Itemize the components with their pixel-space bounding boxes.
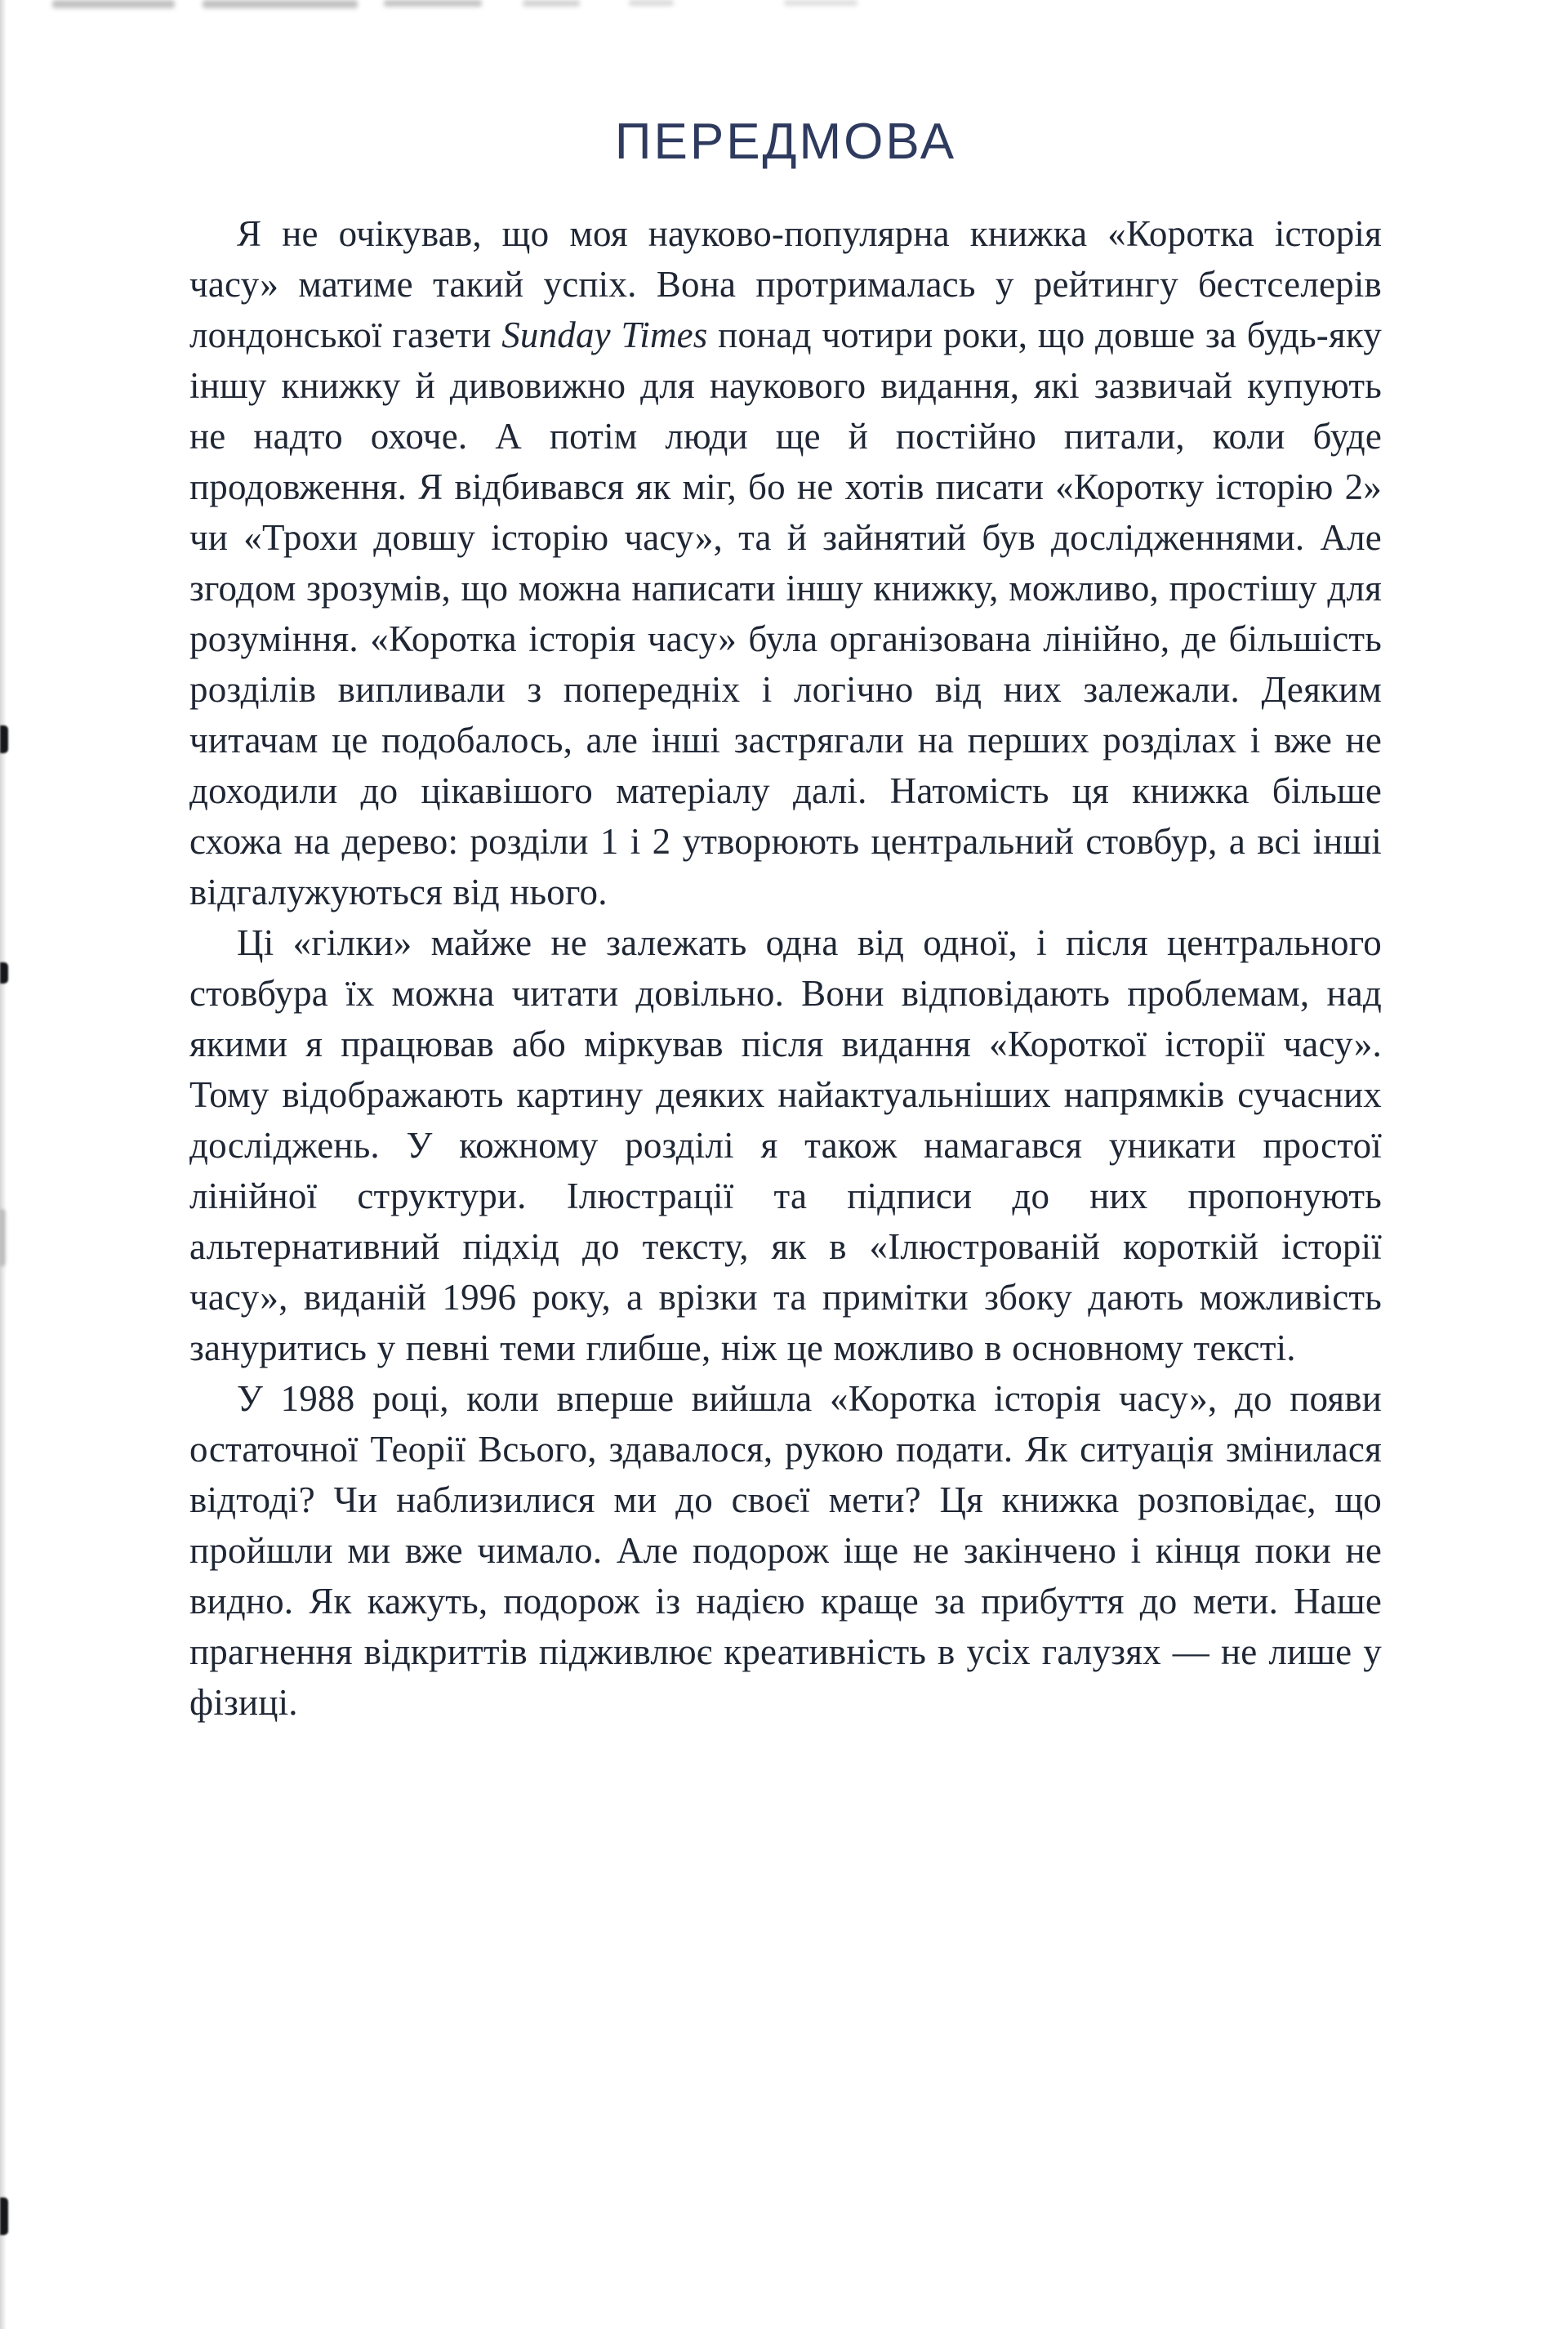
paragraph-1-text-continued: понад чотири роки, що довше за будь-яку іншу книжку й дивовижно для наукового видання, які зазвичай купують не надто охоче. А потім люди ще й постійно питали, коли буде продовження. Я відбивався як міг, бо не хотів писати «Коротку історію 2» чи «Трохи довшу історію часу», та й зайнятий був дослідженнями. Але згодом зрозумів, що можна написати іншу книжку, можливо, простішу для розуміння. «Коротка історія часу» була організована лінійно, де більшість розділів випливали з попередніх і логічно від них залежали. Деяким читачам це подобалось, але інші застрягали на перших розділах і вже не доходили до цікавішого матеріалу далі. Натомість ця книжка більше схожа на дерево: розділи 1 і 2 утворюють центральний стовбур, а всі інші відгалужуються від нього. (189, 315, 1382, 912)
page-content (189, 113, 1382, 1728)
scan-artifact-speck (0, 962, 8, 984)
scan-artifact-top-bleed (203, 0, 358, 8)
paragraph-1-italic-title: Sunday Times (501, 315, 708, 355)
scan-artifact-top-bleed (384, 0, 482, 7)
paragraph-3: У 1988 році, коли вперше вийшла «Коротка історія часу», до появи остаточної Теорії Всього, здавалося, рукою подати. Як ситуація змінилася відтоді? Чи наблизилися ми до своєї мети? Ця книжка розповідає, що пройшли ми вже чимало. Але подорож іще не закінчено і кінця поки не видно. Як кажуть, подорож із надією краще за прибуття до мети. Наше прагнення відкриттів підживлює креативність в усіх галузях — не лише у фізиці. (189, 1378, 1382, 1723)
scan-edge-shade (0, 0, 7, 2329)
page-title: ПЕРЕДМОВА (614, 114, 957, 170)
scan-artifact-top-bleed (52, 0, 175, 8)
scan-artifact-top-bleed (629, 0, 674, 6)
paragraph-1-text: Я не очікував, що моя науково-популярна книжка «Коротка історія часу» матиме такий успіх. Вона протрималась у рейтингу бестселерів лондонської газети (189, 213, 1382, 355)
scan-artifact-top-bleed (784, 0, 858, 6)
paragraph-1 (189, 208, 1382, 917)
scan-artifact-top-bleed (523, 0, 580, 7)
scan-artifact-speck (0, 725, 8, 753)
scan-artifact-smudge (0, 1209, 6, 1266)
scan-artifact-speck (0, 2197, 8, 2235)
paragraph-2: Ці «гілки» майже не залежать одна від одної, і після центрального стовбура їх можна читати довільно. Вони відповідають проблемам, над якими я працював або міркував після видання «Короткої історії часу». Тому відображають картину деяких найактуальніших напрямків сучасних досліджень. У кожному розділі я також намагався уникати простої лінійної структури. Ілюстрації та підписи до них пропонують альтернативний підхід до тексту, як в «Ілюстрованій короткій історії часу», виданій 1996 року, а врізки та примітки збоку дають можливість зануритись у певні теми глибше, ніж це можливо в основному тексті. (189, 922, 1382, 1368)
body-text (189, 208, 1382, 1728)
